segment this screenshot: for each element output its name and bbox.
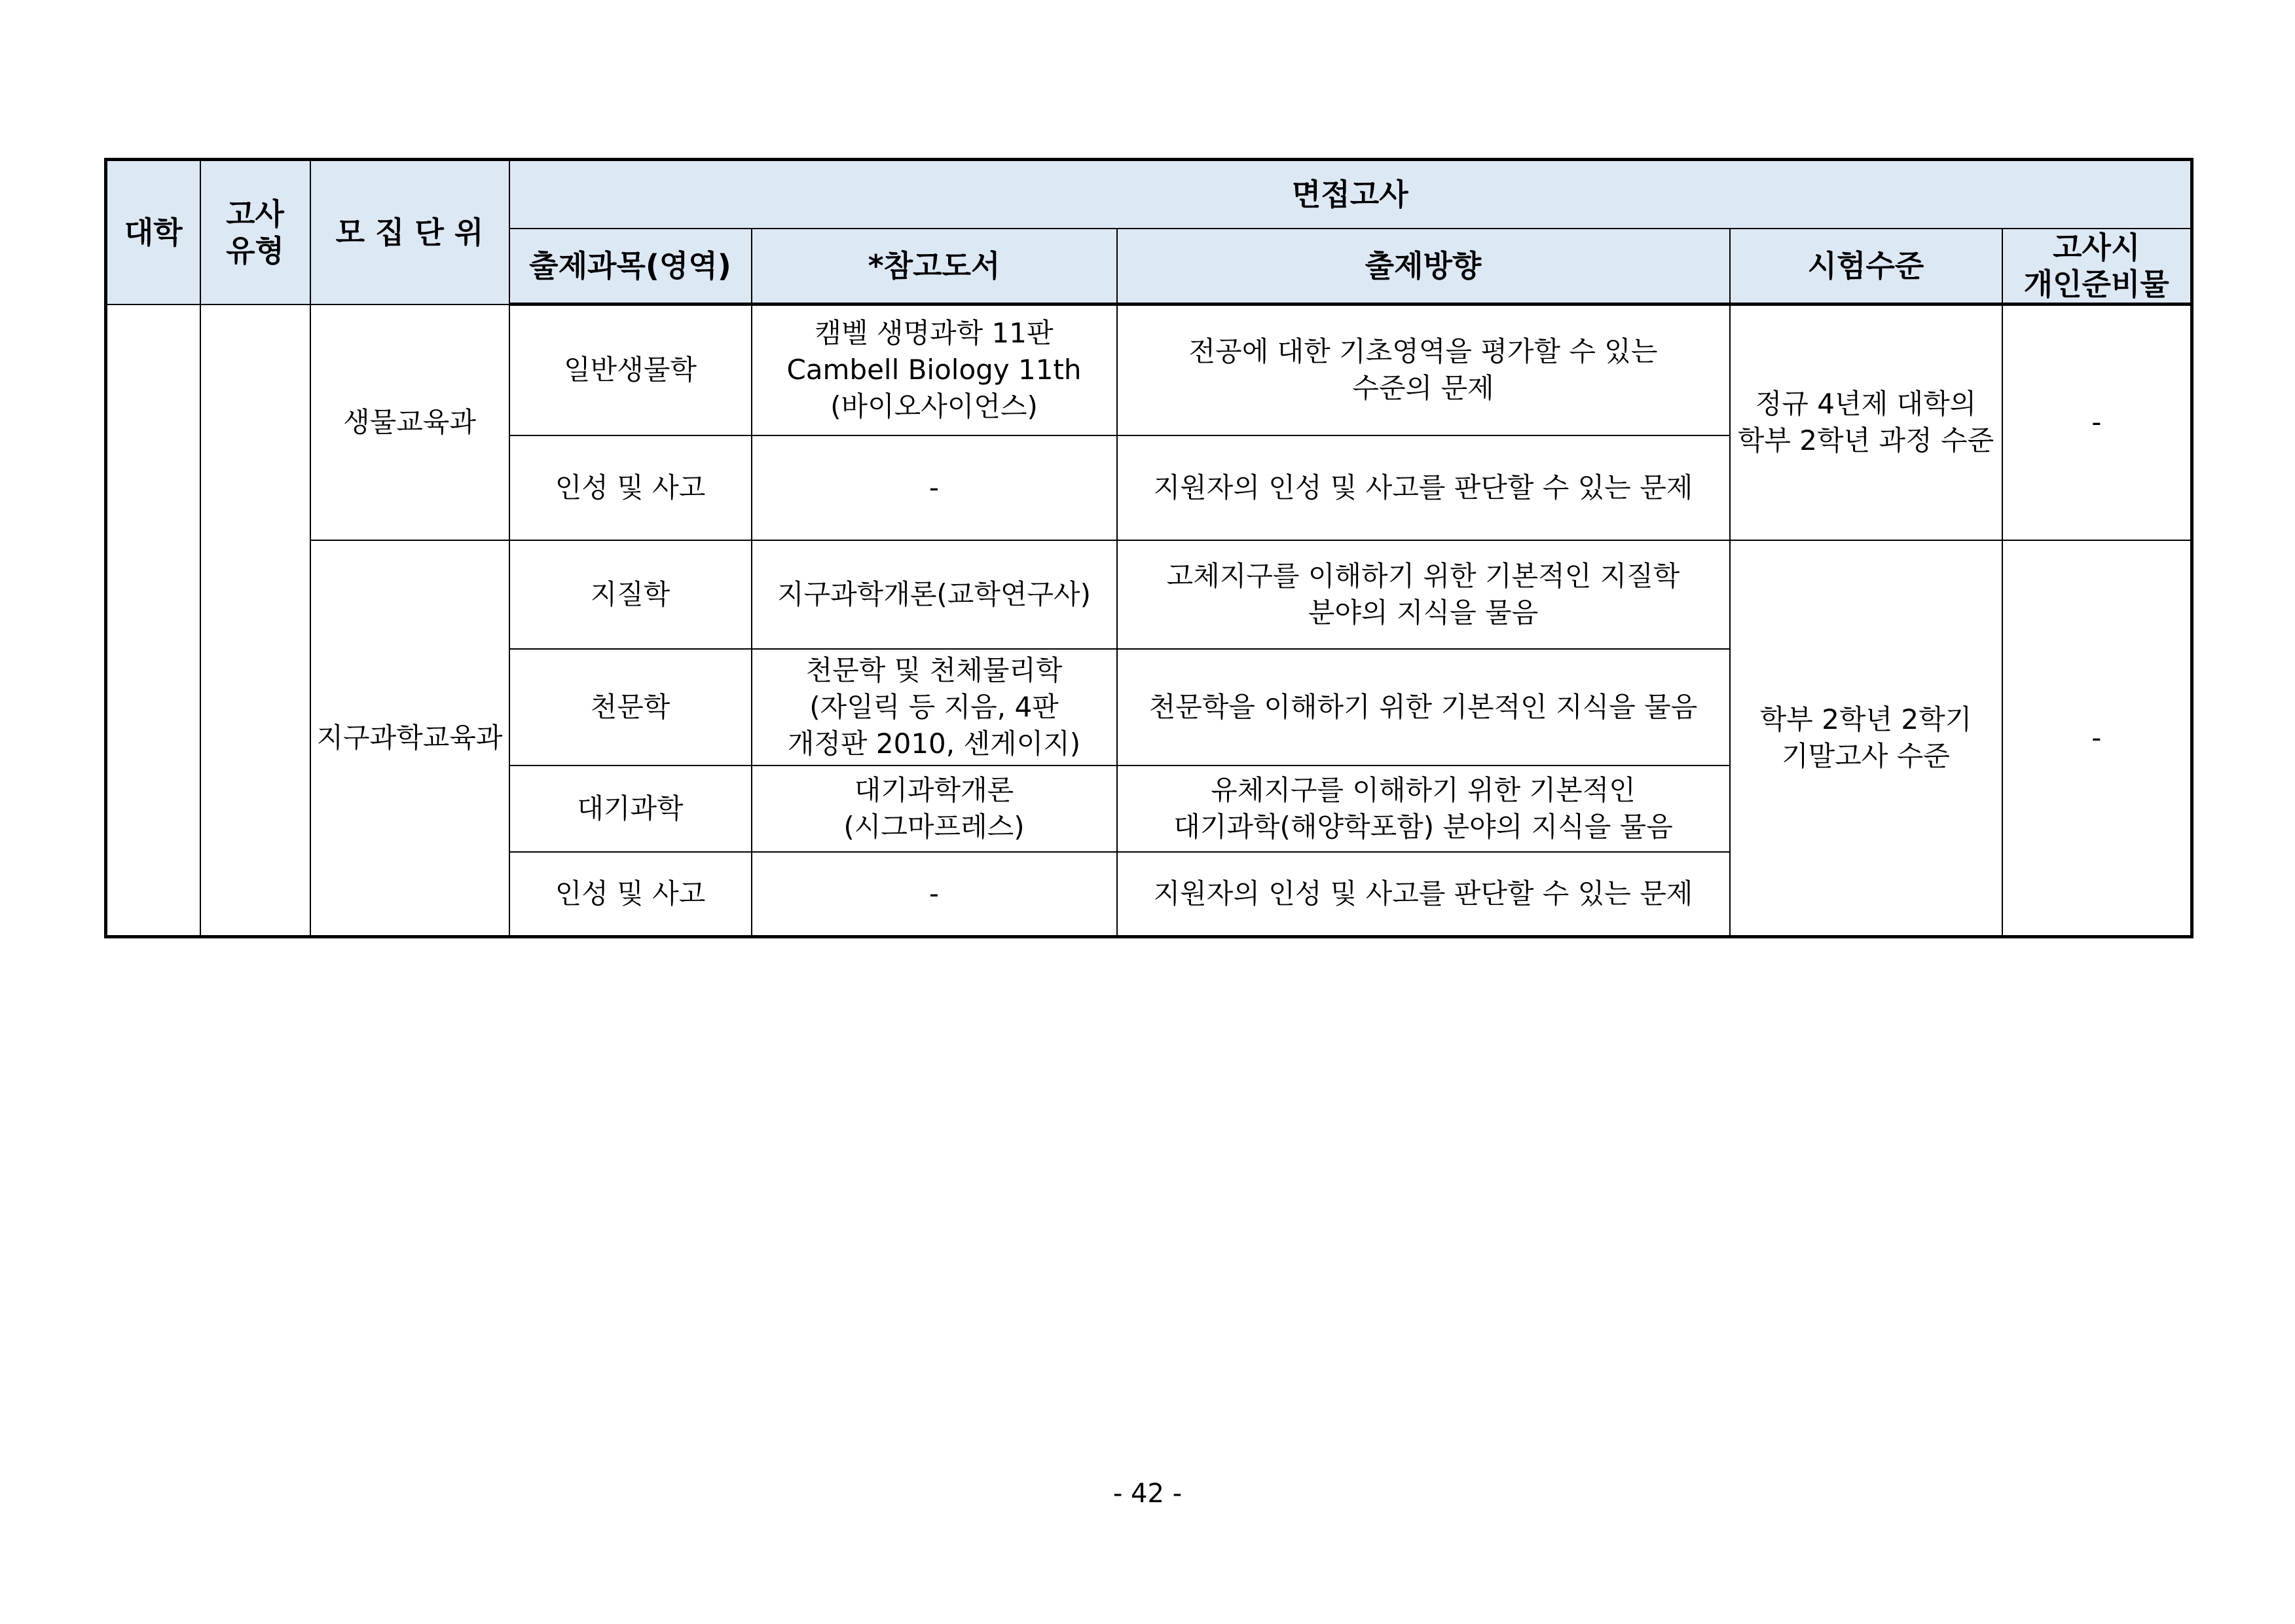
header-prep-items: 고사시 개인준비물 <box>2002 229 2192 304</box>
header-direction: 출제방향 <box>1117 229 1730 304</box>
header-level: 시험수준 <box>1730 229 2002 304</box>
reference-cell: 천문학 및 천체물리학 (자일릭 등 지음, 4판 개정판 2010, 센게이지) <box>752 649 1117 766</box>
subject-cell: 지질학 <box>509 540 752 649</box>
exam-type-cell <box>200 304 310 937</box>
subject-cell: 천문학 <box>509 649 752 766</box>
unit-cell: 생물교육과 <box>310 304 509 540</box>
university-cell <box>106 304 200 937</box>
table-row <box>106 540 2192 649</box>
direction-cell: 지원자의 인성 및 사고를 판단할 수 있는 문제 <box>1117 852 1730 937</box>
subject-cell: 인성 및 사고 <box>509 852 752 937</box>
unit-cell: 지구과학교육과 <box>310 540 509 937</box>
header-university: 대학 <box>106 160 200 304</box>
direction-cell: 지원자의 인성 및 사고를 판단할 수 있는 문제 <box>1117 435 1730 540</box>
reference-cell: 캠벨 생명과학 11판 Cambell Biology 11th (바이오사이언스) <box>752 304 1117 435</box>
table-row <box>106 304 2192 435</box>
direction-cell: 고체지구를 이해하기 위한 기본적인 지질학 분야의 지식을 물음 <box>1117 540 1730 649</box>
header-exam-type: 고사 유형 <box>200 160 310 304</box>
header-interview: 면접고사 <box>509 160 2192 229</box>
subject-cell: 대기과학 <box>509 766 752 852</box>
subject-cell: 인성 및 사고 <box>509 435 752 540</box>
level-cell: 학부 2학년 2학기 기말고사 수준 <box>1730 540 2002 937</box>
header-recruitment-unit: 모 집 단 위 <box>310 160 509 304</box>
page-number: - 42 - <box>1112 1479 1183 1509</box>
level-cell: 정규 4년제 대학의 학부 2학년 과정 수준 <box>1730 304 2002 540</box>
reference-cell: - <box>752 435 1117 540</box>
reference-cell: 지구과학개론(교학연구사) <box>752 540 1117 649</box>
direction-cell: 유체지구를 이해하기 위한 기본적인 대기과학(해양학포함) 분야의 지식을 물음 <box>1117 766 1730 852</box>
reference-cell: - <box>752 852 1117 937</box>
direction-cell: 천문학을 이해하기 위한 기본적인 지식을 물음 <box>1117 649 1730 766</box>
interview-exam-table <box>104 158 2194 938</box>
reference-cell: 대기과학개론 (시그마프레스) <box>752 766 1117 852</box>
header-subject: 출제과목(영역) <box>509 229 752 304</box>
header-reference: *참고도서 <box>752 229 1117 304</box>
subject-cell: 일반생물학 <box>509 304 752 435</box>
prep-cell: - <box>2002 304 2192 540</box>
prep-cell: - <box>2002 540 2192 937</box>
direction-cell: 전공에 대한 기초영역을 평가할 수 있는 수준의 문제 <box>1117 304 1730 435</box>
